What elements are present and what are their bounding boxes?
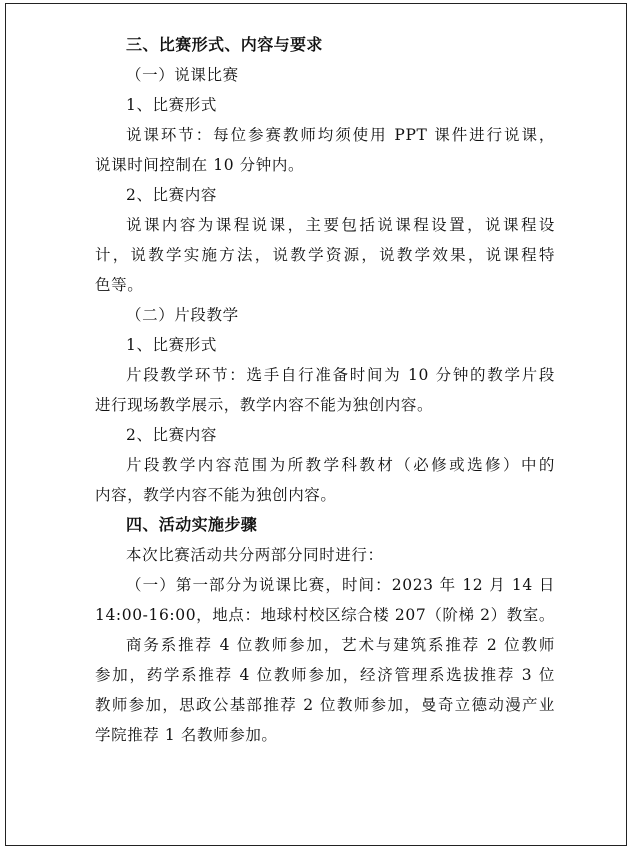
paragraph-line: 色等。 [95,276,144,294]
item-heading-content: 2、比赛内容 [126,426,217,444]
paragraph-line: 片段教学环节：选手自行准备时间为 10 分钟的教学片段 [126,366,555,384]
paragraph-line: 说课内容为课程说课，主要包括说课程设置，说课程设 [126,216,555,234]
paragraph-line: 内容，教学内容不能为独创内容。 [95,486,337,504]
paragraph-line: 说课环节：每位参赛教师均须使用 PPT 课件进行说课， [126,126,555,144]
paragraph-line: 参加，药学系推荐 4 位教师参加，经济管理系选拔推荐 3 位 [95,666,555,684]
paragraph-line: （一）第一部分为说课比赛，时间：2023 年 12 月 14 日 [126,576,555,594]
paragraph-line: 商务系推荐 4 位教师参加，艺术与建筑系推荐 2 位教师 [126,636,555,654]
document-body [95,30,555,750]
section-heading-implementation: 四、活动实施步骤 [126,515,258,534]
paragraph-line: 说课时间控制在 10 分钟内。 [95,156,305,174]
paragraph-line: 进行现场教学展示，教学内容不能为独创内容。 [95,396,434,414]
paragraph-line: 本次比赛活动共分两部分同时进行： [126,546,384,564]
item-heading-format: 1、比赛形式 [126,336,217,354]
paragraph-line: 计，说教学实施方法，说教学资源，说教学效果，说课程特 [95,246,555,264]
section-heading-competition-format: 三、比赛形式、内容与要求 [126,35,323,54]
paragraph-line: 教师参加，思政公基部推荐 2 位教师参加，曼奇立德动漫产业 [95,696,555,714]
paragraph-line: 14:00-16:00，地点：地球村校区综合楼 207（阶梯 2）教室。 [95,606,555,624]
item-heading-format: 1、比赛形式 [126,96,217,114]
paragraph-line: 学院推荐 1 名教师参加。 [95,726,278,744]
item-heading-content: 2、比赛内容 [126,186,217,204]
paragraph-line: 片段教学内容范围为所教学科教材（必修或选修）中的 [126,456,555,474]
subsection-heading-segment-teaching: （二）片段教学 [126,306,239,324]
subsection-heading-lecture-contest: （一）说课比赛 [126,66,239,84]
